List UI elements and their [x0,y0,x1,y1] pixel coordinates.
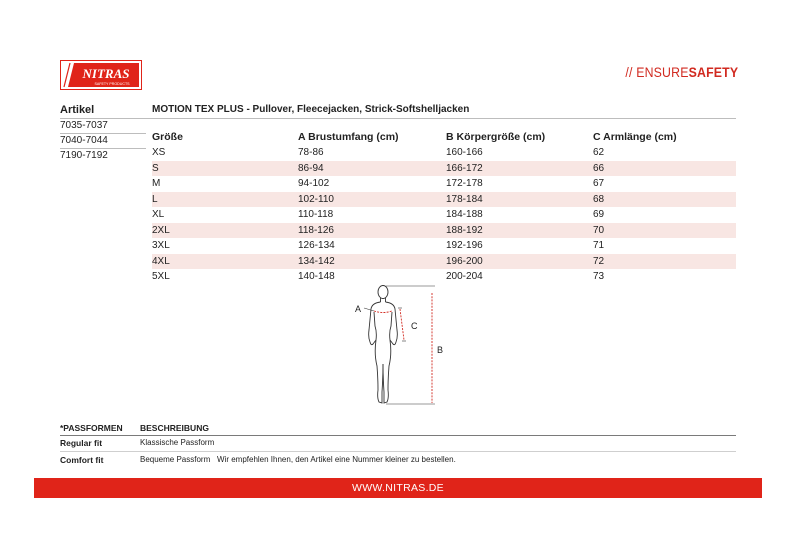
size-row [152,192,736,208]
size-row [152,176,736,192]
height-cell: 200-204 [446,271,483,283]
nitras-logo-icon [60,60,142,90]
header-divider [60,118,736,119]
arm-cell: 71 [593,240,605,252]
height-cell: 160-166 [446,147,483,159]
article-code: 7040-7044 [60,135,108,146]
size-row [152,254,736,270]
size-cell: L [152,193,158,205]
size-cell: 3XL [152,240,170,252]
article-code: 7190-7192 [60,150,108,161]
chest-cell: 140-148 [298,271,335,283]
arm-cell: 62 [593,147,605,159]
figure-label-a: A [355,304,362,314]
chest-cell: 86-94 [298,162,324,174]
header-chest: A Brustumfang (cm) [298,131,399,143]
chest-cell: 94-102 [298,178,330,190]
height-cell: 172-178 [446,178,483,190]
chest-cell: 126-134 [298,240,335,252]
passform-header: *PASSFORMEN [60,423,123,433]
fit-description: Bequeme Passform [140,455,211,464]
chest-cell: 134-142 [298,255,335,267]
height-cell: 188-192 [446,224,483,236]
product-title: MOTION TEX PLUS - Pullover, Fleecejacken, Strick-Softshelljacken [152,104,470,115]
arm-cell: 73 [593,271,605,283]
size-table [152,129,736,285]
chest-cell: 78-86 [298,147,324,159]
fit-note: Wir empfehlen Ihnen, den Artikel eine Nummer kleiner zu bestellen. [217,455,456,464]
fit-divider [60,451,736,452]
arm-cell: 68 [593,193,605,205]
website-link[interactable]: WWW.NITRAS.DE [352,482,444,494]
header-height: B Körpergröße (cm) [446,131,546,143]
arm-cell: 69 [593,209,605,221]
figure-label-c: C [411,321,418,331]
logo-text: NITRAS [82,66,130,81]
nitras-logo [60,60,142,90]
header-arm: C Armlänge (cm) [593,131,677,143]
height-cell: 166-172 [446,162,483,174]
tagline [625,64,738,80]
arm-cell: 67 [593,178,605,190]
body-measurement-figure [350,282,450,412]
logo-subtext: SAFETY PRODUCTS [94,82,130,86]
size-cell: 4XL [152,255,170,267]
beschreibung-header: BESCHREIBUNG [140,423,209,433]
fit-name: Comfort fit [60,455,104,465]
size-cell: 2XL [152,224,170,236]
fit-description: Klassische Passform [140,438,215,447]
size-row [152,207,736,223]
figure-label-b: B [437,345,444,355]
header-size: Größe [152,131,183,143]
code-divider [60,148,146,149]
arm-cell: 72 [593,255,605,267]
artikel-label: Artikel [60,104,95,116]
tagline-bold: SAFETY [688,64,738,80]
chest-cell: 110-118 [298,209,334,221]
height-cell: 184-188 [446,209,483,221]
size-cell: M [152,178,161,190]
size-row [152,238,736,254]
footer-bar [34,478,762,498]
size-row [152,161,736,177]
passform-divider [60,435,736,436]
body-outline-icon [350,282,450,412]
arm-cell: 70 [593,224,605,236]
size-cell: S [152,162,159,174]
size-row [152,145,736,161]
height-cell: 178-184 [446,193,483,205]
article-code: 7035-7037 [60,120,108,131]
tagline-prefix: // ENSURE [625,64,689,80]
arm-cell: 66 [593,162,605,174]
size-row [152,223,736,239]
size-cell: XL [152,209,165,221]
height-cell: 196-200 [446,255,483,267]
height-cell: 192-196 [446,240,483,252]
fit-name: Regular fit [60,438,103,448]
size-table-header [152,129,736,145]
chest-cell: 118-126 [298,224,334,236]
code-divider [60,133,146,134]
size-cell: XS [152,147,166,159]
size-cell: 5XL [152,271,170,283]
chest-cell: 102-110 [298,193,334,205]
